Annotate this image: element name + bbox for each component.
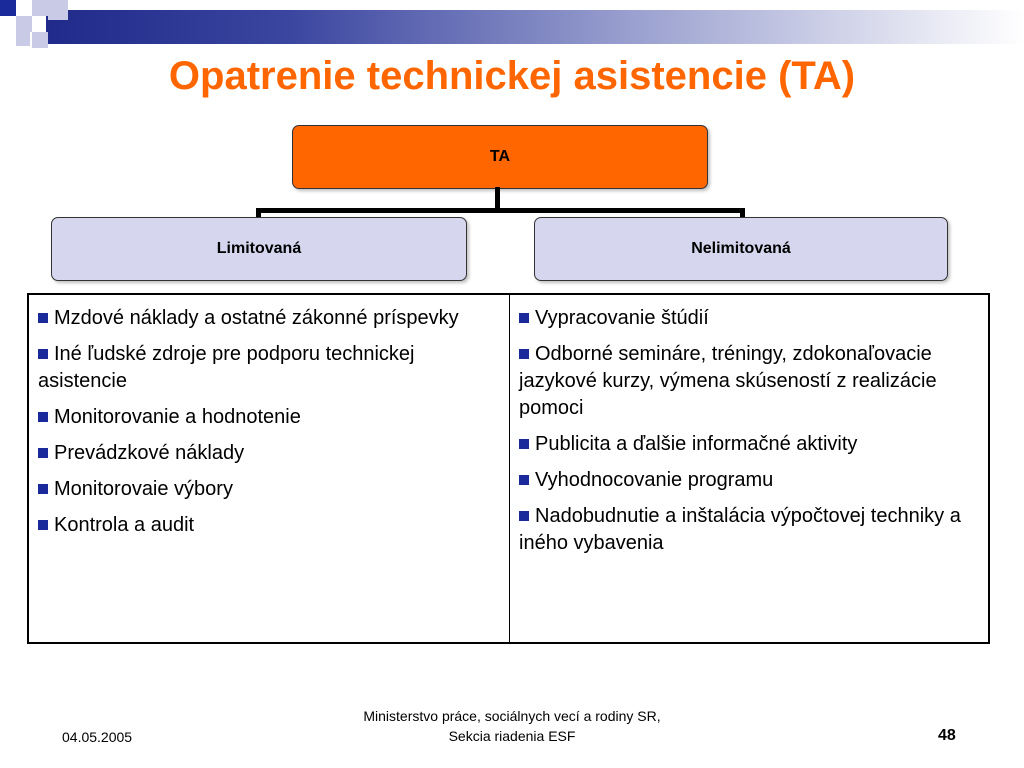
top-decoration-bar [46, 10, 1024, 44]
square-bullet-icon [38, 412, 48, 422]
slide-title: Opatrenie technickej asistencie (TA) [168, 54, 856, 98]
list-item: Nadobudnutie a inštalácia výpočtovej techniky a iného vybavenia [519, 505, 961, 554]
left-node-label: Limitovaná [216, 240, 302, 257]
decor-square [16, 32, 30, 46]
list-item: Kontrola a audit [38, 512, 501, 539]
square-bullet-icon [519, 349, 529, 359]
list-item: Monitorovanie a hodnotenie [38, 404, 501, 431]
decor-square [48, 0, 68, 20]
diagram-right-node [534, 217, 948, 281]
root-node-label: TA [489, 148, 511, 165]
diagram-left-node [51, 217, 467, 281]
square-bullet-icon [519, 511, 529, 521]
decor-square [32, 32, 48, 48]
diagram-root-node [292, 125, 708, 189]
decor-square [16, 16, 32, 32]
list-item: Mzdové náklady a ostatné zákonné príspevky [38, 305, 501, 332]
list-item: Odborné semináre, tréningy, zdokonaľovacie jazykové kurzy, výmena skúseností z realizácie pomoci [519, 343, 937, 419]
decor-square [32, 0, 48, 16]
list-item: Prevádzkové náklady [38, 440, 501, 467]
list-item: Iné ľudské zdroje pre podporu technickej asistencie [38, 343, 415, 392]
page-number: 48 [938, 727, 956, 744]
square-bullet-icon [38, 349, 48, 359]
square-bullet-icon [38, 520, 48, 530]
decor-square [0, 0, 16, 16]
decor-square [0, 16, 16, 32]
connector-line [256, 208, 745, 213]
square-bullet-icon [38, 448, 48, 458]
list-item: Vypracovanie štúdií [519, 305, 980, 332]
content-table [27, 293, 990, 644]
list-item: Monitorovaie výbory [38, 476, 501, 503]
footer-date: 04.05.2005 [62, 729, 133, 745]
list-item: Publicita a ďalšie informačné aktivity [519, 431, 980, 458]
right-column [510, 295, 988, 642]
square-bullet-icon [519, 439, 529, 449]
square-bullet-icon [38, 313, 48, 323]
square-bullet-icon [519, 475, 529, 485]
right-node-label: Nelimitovaná [691, 240, 791, 257]
footer-organization: Ministerstvo práce, sociálnych vecí a rodiny SR, Sekcia riadenia ESF [363, 708, 661, 744]
left-column [29, 295, 510, 642]
square-bullet-icon [519, 313, 529, 323]
list-item: Vyhodnocovanie programu [519, 467, 980, 494]
square-bullet-icon [38, 484, 48, 494]
